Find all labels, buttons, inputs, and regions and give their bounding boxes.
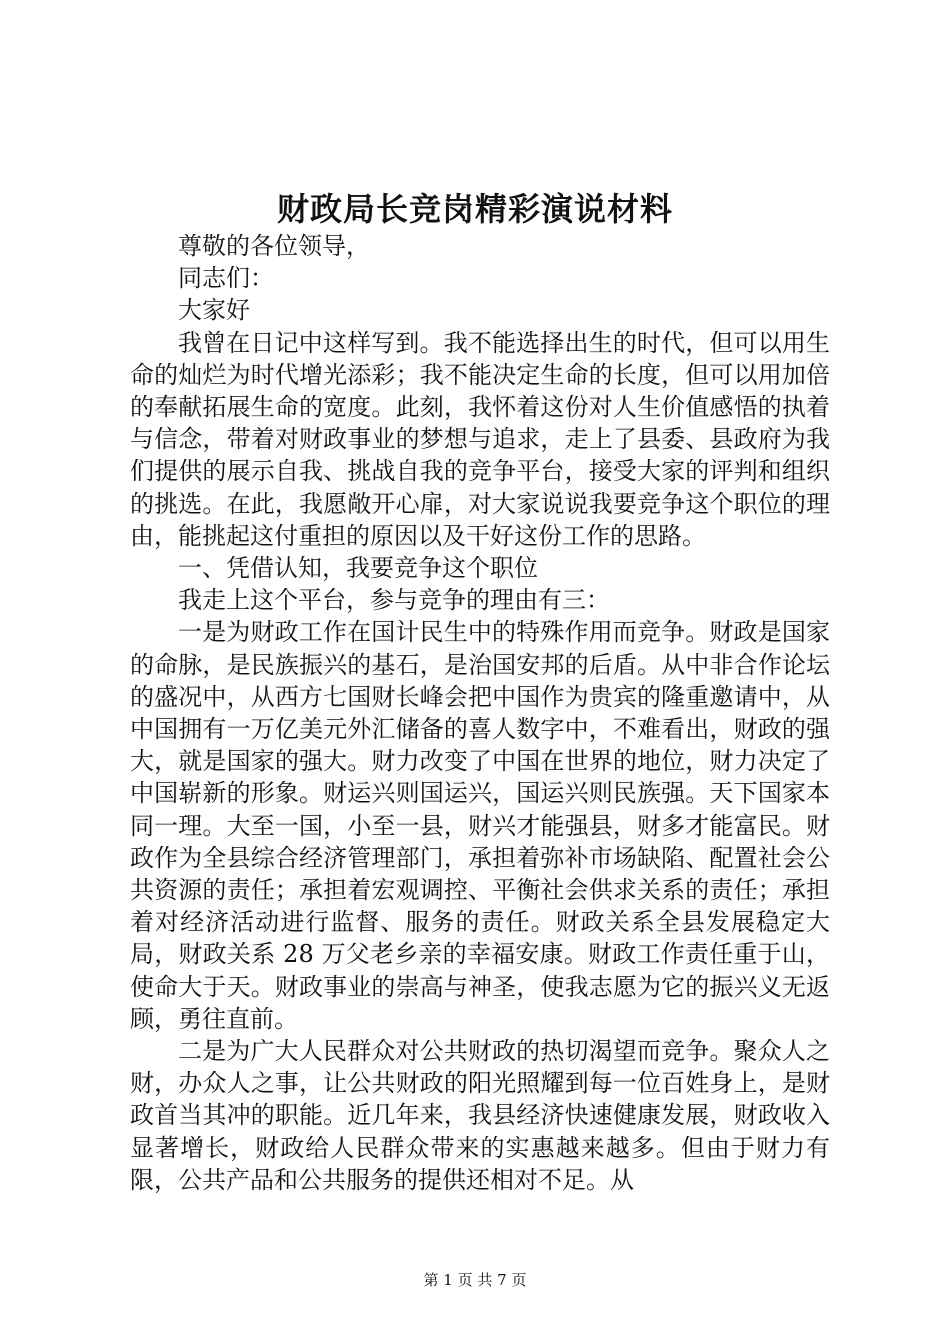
body-paragraph: 我走上这个平台，参与竞争的理由有三： [178, 586, 610, 615]
document-title: 财政局长竞岗精彩演说材料 [276, 190, 673, 228]
page-number-footer: 第 1 页 共 7 页 [423, 1271, 527, 1289]
body-paragraph: 二是为广大人民群众对公共财政的热切渴望而竞争。聚众人之财，办众人之事，让公共财政的阳光照耀到每一位百姓身上，是财政首当其冲的职能。近几年来，我县经济快速健康发展，财政收入显著增长，财政给人民群众带来的实惠越来越多。但由于财力有限，公共产品和公共服务的提供还相对不足。从 [130, 1037, 830, 1194]
greeting-line: 大家好 [178, 296, 250, 325]
body-paragraph: 一是为财政工作在国计民生中的特殊作用而竞争。财政是国家的命脉，是民族振兴的基石，是治国安邦的后盾。从中非合作论坛的盛况中，从西方七国财长峰会把中国作为贵宾的隆重邀请中，从中国拥有一万亿美元外汇储备的喜人数字中，不难看出，财政的强大，就是国家的强大。财力改变了中国在世界的地位，财力决定了中国崭新的形象。财运兴则国运兴，国运兴则民族强。天下国家本同一理。大至一国，小至一县，财兴才能强县，财多才能富民。财政作为全县综合经济管理部门，承担着弥补市场缺陷、配置社会公共资源的责任；承担着宏观调控、平衡社会供求关系的责任；承担着对经济活动进行监督、服务的责任。财政关系全县发展稳定大局，财政关系 28 万父老乡亲的幸福安康。财政工作责任重于山，使命大于天。财政事业的崇高与神圣，使我志愿为它的振兴义无返顾，勇往直前。 [130, 618, 830, 1033]
salutation-line: 同志们： [178, 264, 274, 293]
salutation-line: 尊敬的各位领导， [178, 232, 370, 260]
section-heading: 一、凭借认知，我要竞争这个职位 [178, 554, 538, 583]
document-body [130, 230, 830, 1196]
body-paragraph: 我曾在日记中这样写到。我不能选择出生的时代，但可以用生命的灿烂为时代增光添彩；我不能决定生命的长度，但可以用加倍的奉献拓展生命的宽度。此刻，我怀着这份对人生价值感悟的执着与信念，带着对财政事业的梦想与追求，走上了县委、县政府为我们提供的展示自我、挑战自我的竞争平台，接受大家的评判和组织的挑选。在此，我愿敞开心扉，对大家说说我要竞争这个职位的理由，能挑起这付重担的原因以及干好这份工作的思路。 [130, 328, 830, 550]
